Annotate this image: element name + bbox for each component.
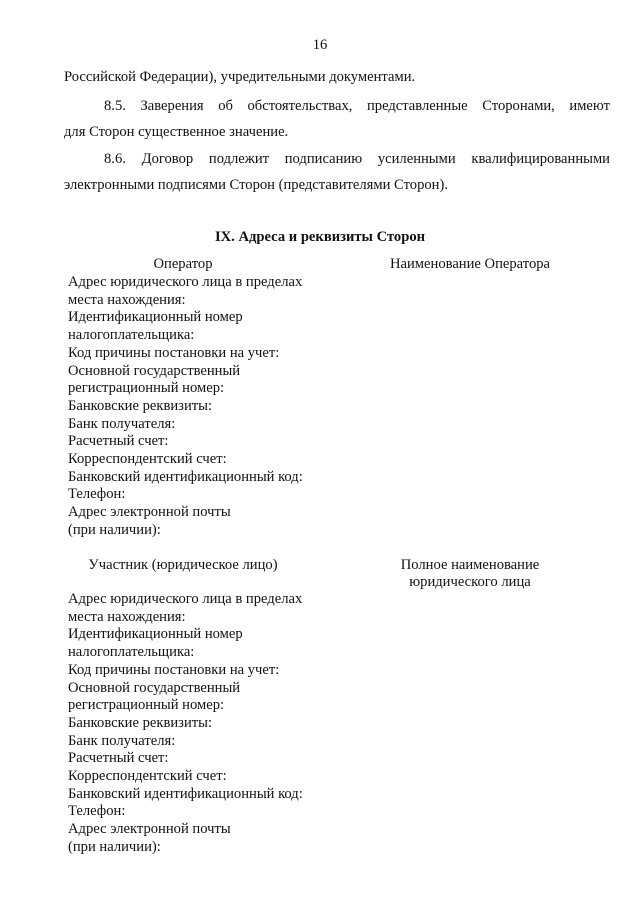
- field-label: Банковские реквизиты:: [68, 397, 212, 414]
- section-title: IX. Адреса и реквизиты Сторон: [214, 229, 426, 245]
- clause-8-5-line-2: для Сторон существенное значение.: [64, 124, 289, 140]
- field-label: Телефон:: [68, 486, 126, 503]
- clause-8-6-line-2: электронными подписями Сторон (представителями Сторон).: [64, 177, 448, 193]
- paragraph-continuation: Российской Федерации), учредительными документами.: [64, 69, 416, 85]
- participant-name-heading-line-2: юридического лица: [409, 574, 531, 590]
- field-label: Корреспондентский счет:: [68, 768, 227, 784]
- field-label: Основной государственный: [68, 362, 241, 379]
- field-label: места нахождения:: [68, 608, 186, 625]
- field-label: Корреспондентский счет:: [68, 451, 227, 467]
- field-label: Телефон:: [68, 803, 126, 820]
- field-label: места нахождения:: [68, 291, 186, 308]
- field-label: Адрес электронной почты: [68, 504, 231, 521]
- field-label: Код причины постановки на учет:: [68, 344, 280, 361]
- participant-heading: Участник (юридическое лицо): [88, 557, 278, 573]
- field-label: Идентификационный номер: [68, 626, 243, 643]
- field-label: Код причины постановки на учет:: [68, 661, 280, 678]
- field-label: Расчетный счет:: [68, 433, 169, 450]
- field-label: Расчетный счет:: [68, 750, 169, 767]
- field-label: Адрес юридического лица в пределах: [68, 274, 303, 290]
- operator-name-heading: Наименование Оператора: [389, 256, 551, 272]
- clause-8-6-line-1: 8.6. Договор подлежит подписанию усиленными квалифицированными: [104, 151, 610, 167]
- field-label: налогоплательщика:: [68, 644, 195, 661]
- operator-heading: Оператор: [153, 256, 213, 272]
- field-label: Банковский идентификационный код:: [68, 468, 303, 485]
- field-label: регистрационный номер:: [68, 697, 225, 714]
- participant-name-heading-line-1: Полное наименование: [400, 557, 540, 573]
- page-number: 16: [312, 37, 328, 53]
- field-label: Банковский идентификационный код:: [68, 785, 303, 802]
- field-label: Адрес электронной почты: [68, 821, 231, 838]
- field-label: Банк получателя:: [68, 415, 176, 432]
- field-label: Основной государственный: [68, 679, 241, 696]
- field-label: Идентификационный номер: [68, 309, 243, 326]
- field-label: (при наличии):: [68, 838, 161, 855]
- field-label: регистрационный номер:: [68, 380, 225, 397]
- field-label: (при наличии):: [68, 521, 161, 538]
- field-label: налогоплательщика:: [68, 327, 195, 344]
- clause-8-5-line-1: 8.5. Заверения об обстоятельствах, представленные Сторонами, имеют: [104, 98, 610, 114]
- field-label: Адрес юридического лица в пределах: [68, 591, 303, 607]
- field-label: Банковские реквизиты:: [68, 714, 212, 731]
- field-label: Банк получателя:: [68, 732, 176, 749]
